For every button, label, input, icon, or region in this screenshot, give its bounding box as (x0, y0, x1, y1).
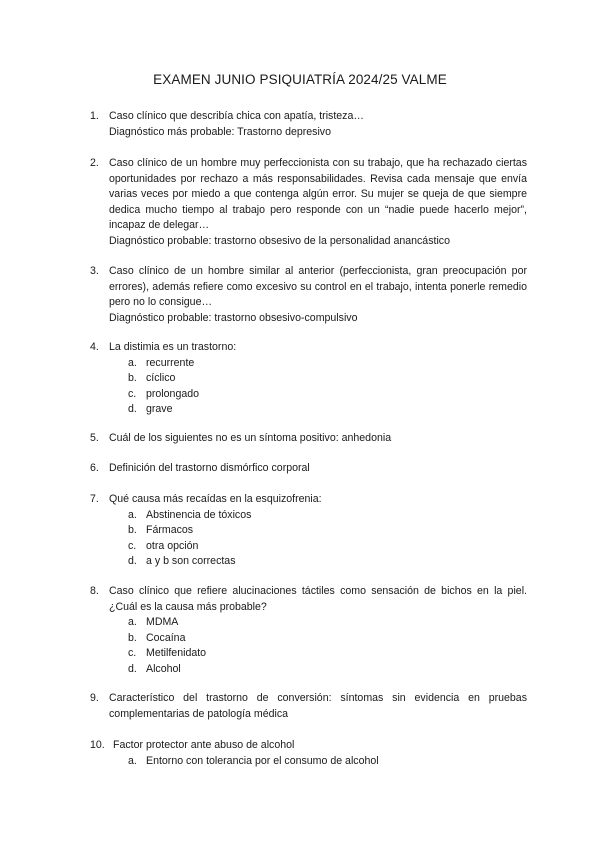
option-text: recurrente (146, 356, 195, 369)
option-item (128, 539, 527, 555)
question-5 (90, 431, 527, 447)
option-text: otra opción (146, 539, 199, 552)
diagnosis-text: Diagnóstico probable: trastorno obsesivo-compulsivo (109, 311, 358, 324)
option-item (128, 631, 527, 647)
option-letter: d. (128, 662, 137, 675)
option-text: Alcohol (146, 662, 181, 675)
question-number: 10. (90, 739, 105, 751)
option-text: cíclico (146, 372, 176, 384)
option-item (128, 508, 527, 524)
question-4 (90, 340, 527, 418)
question-text: Caso clínico de un hombre muy perfeccionista con su trabajo, que ha rechazado ciertas oportunidades por rechazo a más responsabilidades. Revisa cada mensaje que envía varias veces por miedo a que contenga algún error. Su mujer se queja de que siempre dedica mucho tiempo al trabajo pero responde con un “nadie puede hacerlo mejor”, incapaz de delegar… (109, 157, 527, 231)
option-letter: a. (128, 508, 137, 521)
option-list (128, 508, 527, 570)
option-text: Cocaína (146, 631, 186, 644)
question-9 (90, 691, 527, 722)
question-number: 6. (90, 462, 99, 474)
question-number: 2. (90, 157, 99, 169)
question-text: Caso clínico de un hombre similar al anterior (perfeccionista, gran preocupación por errores), además refiere como excesivo su control en el trabajo, intenta ponerle remedio pero no lo consigue… (109, 265, 527, 308)
diagnosis-text: Diagnóstico más probable: Trastorno depresivo (109, 125, 331, 138)
option-item (128, 402, 527, 418)
option-text: MDMA (146, 616, 179, 628)
option-letter: b. (128, 524, 137, 536)
option-item (128, 371, 527, 387)
question-3 (90, 264, 527, 326)
option-letter: a. (128, 616, 137, 628)
option-text: Entorno con tolerancia por el consumo de alcohol (146, 754, 379, 767)
option-text: Abstinencia de tóxicos (146, 508, 252, 521)
option-item (128, 387, 527, 403)
option-item (128, 662, 527, 678)
question-text: Factor protector ante abuso de alcohol (113, 739, 295, 751)
option-letter: a. (128, 356, 137, 369)
question-text: Qué causa más recaídas en la esquizofrenia: (109, 493, 322, 505)
question-10 (90, 738, 527, 769)
question-1 (90, 109, 527, 140)
question-6 (90, 461, 527, 477)
option-letter: b. (128, 631, 137, 644)
option-list (128, 615, 527, 677)
option-text: Metilfenidato (146, 647, 207, 659)
question-number: 7. (90, 493, 99, 505)
question-number: 1. (90, 110, 99, 122)
option-list (128, 356, 527, 418)
question-text: Definición del trastorno dismórfico corporal (109, 462, 310, 474)
question-number: 8. (90, 585, 99, 597)
option-letter: d. (128, 403, 137, 415)
document-title: EXAMEN JUNIO PSIQUIATRÍA 2024/25 VALME (153, 72, 447, 87)
question-text: Cuál de los siguientes no es un síntoma positivo: anhedonia (109, 432, 392, 444)
question-number: 9. (90, 692, 99, 704)
question-text: Característico del trastorno de conversión: síntomas sin evidencia en pruebas complementarias de patología médica (109, 692, 527, 720)
option-item (128, 646, 527, 662)
option-letter: c. (128, 539, 137, 552)
option-letter: c. (128, 387, 137, 400)
option-text: grave (146, 403, 173, 415)
question-number: 4. (90, 341, 99, 353)
option-item (128, 554, 527, 570)
question-7 (90, 492, 527, 570)
option-item (128, 523, 527, 539)
option-text: a y b son correctas (146, 555, 236, 567)
question-2 (90, 156, 527, 249)
question-text: La distimia es un trastorno: (109, 341, 237, 353)
option-letter: a. (128, 754, 137, 767)
option-letter: d. (128, 555, 137, 567)
question-text: Caso clínico que describía chica con apatía, tristeza… (109, 110, 364, 122)
question-number: 3. (90, 265, 99, 277)
option-item (128, 615, 527, 631)
option-letter: b. (128, 372, 137, 384)
question-number: 5. (90, 432, 99, 444)
question-text: Caso clínico que refiere alucinaciones táctiles como sensación de bichos en la piel. ¿Cuál es la causa más probable? (109, 585, 527, 613)
question-8 (90, 584, 527, 677)
option-text: prolongado (146, 387, 200, 400)
option-letter: c. (128, 647, 137, 659)
option-item (128, 754, 527, 770)
diagnosis-text: Diagnóstico probable: trastorno obsesivo de la personalidad anancástico (109, 234, 450, 247)
option-item (128, 356, 527, 372)
option-text: Fármacos (146, 524, 194, 536)
option-list (128, 754, 527, 770)
